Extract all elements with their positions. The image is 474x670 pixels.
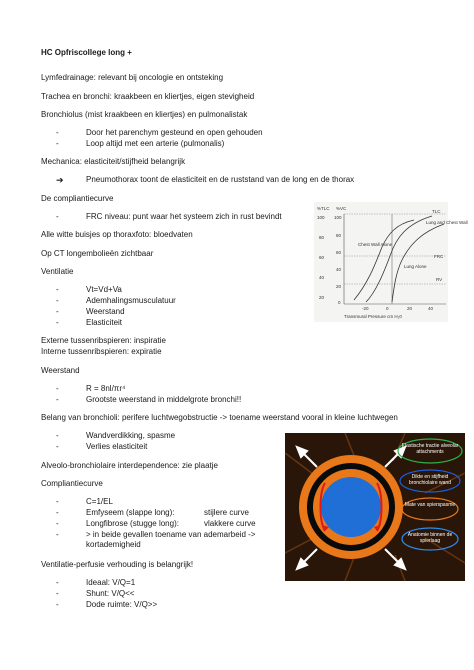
tick-label: 100: [317, 215, 325, 220]
section-heading: Ventilatie: [41, 267, 74, 276]
legend-label: Anatomie binnen de spierlaag: [407, 532, 453, 544]
paragraph: Trachea en bronchi: kraakbeen en kliertjes, eigen stevigheid: [41, 92, 255, 101]
paragraph: Belang van bronchioli: perifere luchtwegobstructie -> toename weerstand vooral in kleine luchtwegen: [41, 413, 398, 422]
tick-label: 40: [428, 306, 434, 311]
lumen: [321, 477, 381, 537]
tick-label: 20: [336, 284, 342, 289]
curve-label: Lung and Chest Wall: [426, 220, 468, 225]
section-heading: Compliantiecurve: [41, 479, 103, 488]
arrow-icon: ➔: [56, 175, 64, 185]
right-axis-label: %VC: [336, 206, 347, 211]
paragraph: Interne tussenribspieren: expiratie: [41, 347, 162, 356]
paragraph: Lymfedrainage: relevant bij oncologie en ontsteking: [41, 73, 224, 82]
legend-label: Mate van spierspasme: [404, 502, 456, 508]
paragraph: Mechanica: elasticiteit/stijfheid belangrijk: [41, 157, 186, 166]
tick-label: 80: [319, 235, 325, 240]
paragraph: Op CT longembolieën zichtbaar: [41, 249, 154, 258]
legend-label: Dikte en stijfheid bronchiolaire wand: [409, 474, 451, 486]
curve-label: FRC: [434, 254, 444, 259]
tick-label: 20: [407, 306, 413, 311]
curve-label: Lung Alone: [404, 264, 427, 269]
curve-label: RV: [436, 277, 443, 282]
legend-label: Elastische tractie alveolar attachments: [401, 443, 459, 455]
tick-label: 80: [336, 233, 342, 238]
paragraph: De compliantiecurve: [41, 194, 114, 203]
curve-label: TLC: [432, 209, 441, 214]
paragraph: Alveolo-bronchiolaire interdependence: zie plaatje: [41, 461, 219, 470]
tick-label: 20: [319, 295, 325, 300]
tick-label: 40: [319, 275, 325, 280]
curve-label: Chest Wall Alone: [358, 242, 393, 247]
left-axis-label: %TLC: [317, 206, 330, 211]
x-axis-label: Transmural Pressure cm H₂0: [344, 314, 402, 319]
paragraph: Alle witte buisjes op thoraxfoto: bloedvaten: [41, 230, 193, 239]
compliance-curve-graph: [314, 202, 468, 322]
section-heading: Weerstand: [41, 366, 80, 375]
tick-label: 100: [334, 215, 342, 220]
paragraph: Bronchiolus (mist kraakbeen en kliertjes) en pulmonalistak: [41, 110, 248, 119]
tick-label: 60: [336, 250, 342, 255]
bronchiole-diagram: [285, 433, 465, 581]
tick-label: 40: [336, 267, 342, 272]
tick-label: 60: [319, 255, 325, 260]
tick-label: -20: [362, 306, 369, 311]
tick-label: 0: [386, 306, 389, 311]
tick-label: 0: [338, 300, 341, 305]
page-title: HC Opfriscollege long +: [41, 48, 132, 57]
paragraph: Ventilatie-perfusie verhouding is belangrijk!: [41, 560, 194, 569]
paragraph: Externe tussenribspieren: inspiratie: [41, 336, 166, 345]
